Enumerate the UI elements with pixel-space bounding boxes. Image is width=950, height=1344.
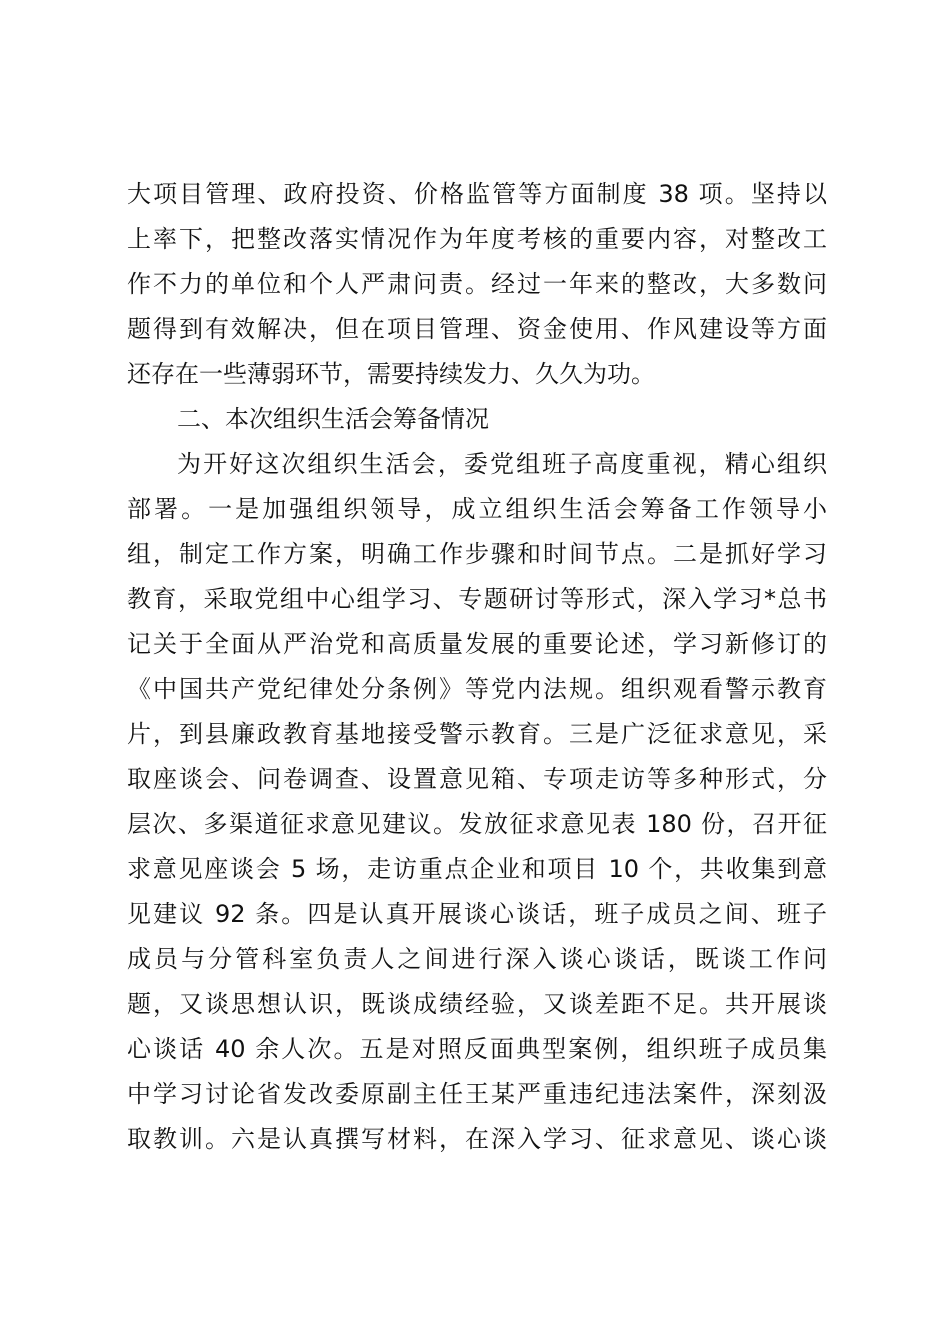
text-line-19: 题，又谈思想认识，既谈成绩经验，又谈差距不足。共开展谈 [127,990,827,1018]
text-line-14: 取座谈会、问卷调查、设置意见箱、专项走访等多种形式，分 [127,765,827,793]
text-line-12: 《中国共产党纪律处分条例》等党内法规。组织观看警示教育 [127,675,827,703]
text-line-20: 心谈话 40 余人次。五是对照反面典型案例，组织班子成员集 [127,1035,827,1063]
text-line-16: 求意见座谈会 5 场，走访重点企业和项目 10 个，共收集到意 [127,855,827,883]
text-line-10: 教育，采取党组中心组学习、专题研讨等形式，深入学习*总书 [127,585,827,613]
text-line-22: 取教训。六是认真撰写材料，在深入学习、征求意见、谈心谈 [127,1125,827,1153]
text-line-8: 部署。一是加强组织领导，成立组织生活会筹备工作领导小 [127,495,827,523]
text-line-5: 还存在一些薄弱环节，需要持续发力、久久为功。 [127,360,655,388]
text-line-7: 为开好这次组织生活会，委党组班子高度重视，精心组织 [177,450,827,478]
text-line-13: 片，到县廉政教育基地接受警示教育。三是广泛征求意见，采 [127,720,827,748]
text-line-11: 记关于全面从严治党和高质量发展的重要论述，学习新修订的 [127,630,827,658]
text-line-21: 中学习讨论省发改委原副主任王某严重违纪违法案件，深刻汲 [127,1080,827,1108]
document-body [127,172,827,1162]
section-heading: 二、本次组织生活会筹备情况 [177,405,489,433]
text-line-2: 上率下，把整改落实情况作为年度考核的重要内容，对整改工 [127,225,827,253]
text-line-3: 作不力的单位和个人严肃问责。经过一年来的整改，大多数问 [127,270,827,298]
text-line-18: 成员与分管科室负责人之间进行深入谈心谈话，既谈工作问 [127,945,827,973]
text-line-4: 题得到有效解决，但在项目管理、资金使用、作风建设等方面 [127,315,827,343]
text-line-15: 层次、多渠道征求意见建议。发放征求意见表 180 份，召开征 [127,810,827,838]
text-line-17: 见建议 92 条。四是认真开展谈心谈话，班子成员之间、班子 [127,900,827,928]
text-line-9: 组，制定工作方案，明确工作步骤和时间节点。二是抓好学习 [127,540,827,568]
text-line-1: 大项目管理、政府投资、价格监管等方面制度 38 项。坚持以 [127,180,827,208]
